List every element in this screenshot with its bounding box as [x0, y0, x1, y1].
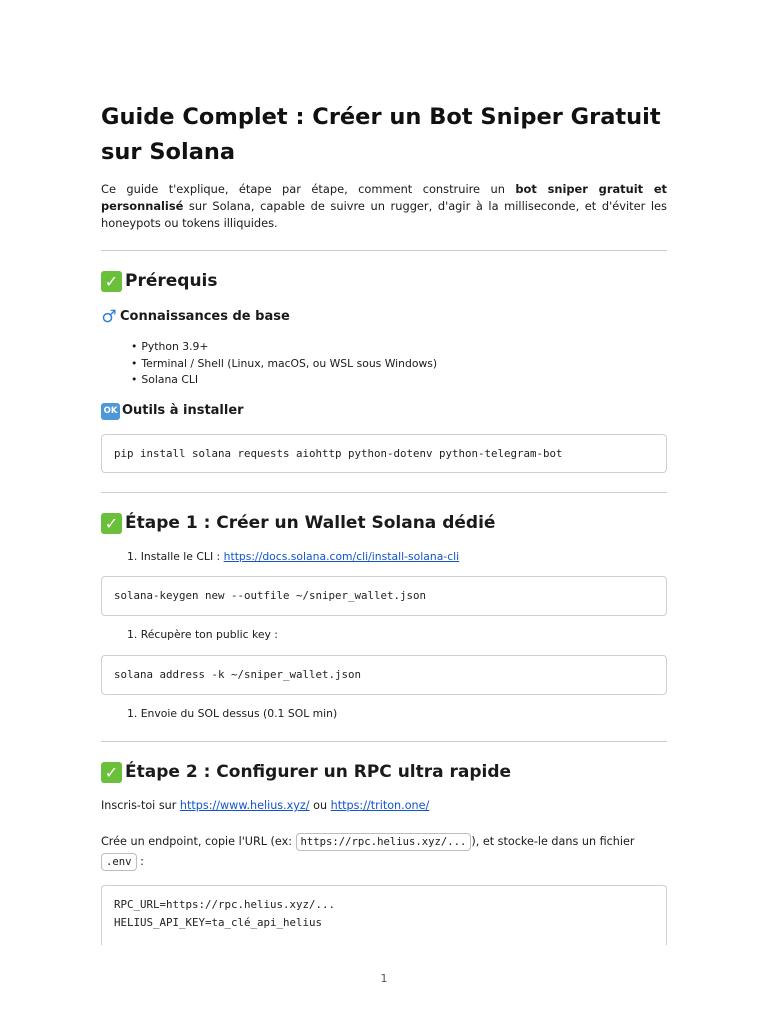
para-text: :	[136, 855, 144, 868]
male-sign-icon: ♂	[101, 307, 117, 327]
list-item: • Terminal / Shell (Linux, macOS, ou WSL sous Windows)	[131, 356, 437, 373]
code-line: pip install solana requests aiohttp python-dotenv python-telegram-bot	[114, 447, 563, 460]
step1-heading	[101, 511, 495, 535]
para-text: ), et stocke-le dans un fichier	[471, 835, 635, 848]
intro-paragraph	[101, 181, 667, 232]
step2-heading-text: Étape 2 : Configurer un RPC ultra rapide	[125, 762, 512, 782]
divider	[101, 741, 667, 742]
code-line: HELIUS_API_KEY=ta_clé_api_helius	[114, 916, 323, 929]
prereq-heading-text: Prérequis	[125, 271, 218, 291]
ok-badge-icon: OK	[101, 403, 120, 420]
helius-link[interactable]: https://www.helius.xyz/	[179, 799, 310, 812]
document-title: Guide Complet : Créer un Bot Sniper Gratuit sur Solana	[101, 104, 661, 165]
page-number: 1	[380, 972, 388, 985]
list-item: • Solana CLI	[131, 372, 437, 389]
divider	[101, 492, 667, 493]
check-mark-icon: ✓	[101, 513, 122, 534]
step-text: 1. Installe le CLI :	[127, 550, 224, 563]
install-cli-link[interactable]: https://docs.solana.com/cli/install-solana-cli	[223, 550, 460, 563]
prereq-heading	[101, 269, 218, 293]
para-text: Inscris-toi sur	[101, 799, 180, 812]
step1-item-1	[127, 549, 459, 565]
para-text: Crée un endpoint, copie l'URL (ex:	[101, 835, 296, 848]
intro-text-end: sur Solana, capable de suivre un rugger, d'agir à la milliseconde, et d'éviter les honeypots ou tokens illiquides.	[101, 199, 667, 230]
knowledge-list	[131, 339, 437, 389]
tools-heading-text: Outils à installer	[122, 403, 244, 418]
knowledge-heading	[101, 307, 290, 327]
endpoint-paragraph	[101, 832, 667, 872]
inline-code: .env	[101, 853, 137, 871]
tools-heading	[101, 401, 244, 421]
step1-item-3: 1. Envoie du SOL dessus (0.1 SOL min)	[127, 707, 338, 720]
intro-bold: bot sniper gratuit et personnalisé	[101, 182, 667, 213]
triton-link[interactable]: https://triton.one/	[330, 799, 430, 812]
check-mark-icon: ✓	[101, 271, 122, 292]
list-item: • Python 3.9+	[131, 339, 437, 356]
code-line: solana address -k ~/sniper_wallet.json	[114, 668, 362, 681]
step1-heading-text: Étape 1 : Créer un Wallet Solana dédié	[125, 513, 496, 533]
step2-heading	[101, 760, 511, 784]
code-block-env	[101, 885, 667, 945]
code-block-keygen	[101, 576, 667, 616]
knowledge-heading-text: Connaissances de base	[120, 309, 290, 324]
code-block-install	[101, 434, 667, 473]
para-text: ou	[309, 799, 331, 812]
check-mark-icon: ✓	[101, 762, 122, 783]
divider	[101, 250, 667, 251]
inline-code: https://rpc.helius.xyz/...	[296, 833, 472, 851]
rpc-signup-paragraph	[101, 797, 667, 814]
intro-text: Ce guide t'explique, étape par étape, comment construire un	[101, 182, 516, 196]
step1-item-2: 1. Récupère ton public key :	[127, 628, 278, 641]
code-block-address	[101, 655, 667, 695]
code-line: RPC_URL=https://rpc.helius.xyz/...	[114, 898, 336, 911]
code-line: solana-keygen new --outfile ~/sniper_wallet.json	[114, 589, 427, 602]
